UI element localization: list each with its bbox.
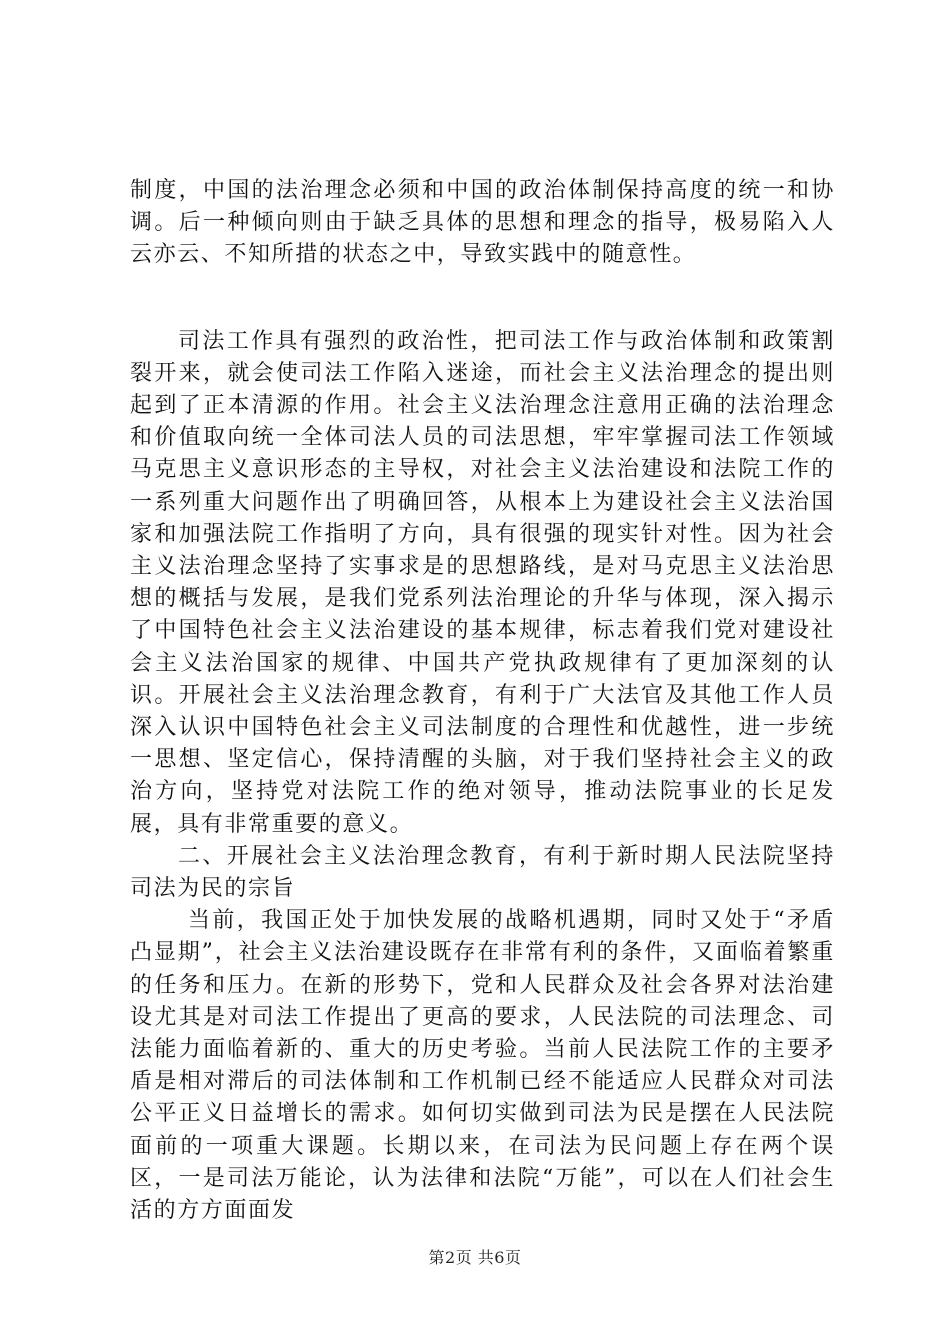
paragraph-continuation: 制度，中国的法治理念必须和中国的政治体制保持高度的统一和协调。后一种倾向则由于缺乏具体的思想和理念的指导，极易陷入人云亦云、不知所措的状态之中，导致实践中的随意性。 xyxy=(130,178,835,268)
document-body xyxy=(130,175,835,1227)
section-heading-two: 二、开展社会主义法治理念教育，有利于新时期人民法院坚持司法为民的宗旨 xyxy=(130,843,835,902)
paragraph-current-situation: 当前，我国正处于加快发展的战略机遇期，同时又处于“矛盾凸显期”，社会主义法治建设既存在非常有利的条件，又面临着繁重的任务和压力。在新的形势下，党和人民群众及社会各界对法治建设尤其是对司法工作提出了更高的要求，人民法院的司法理念、司法能力面临着新的、重大的历史考验。当前人民法院工作的主要矛盾是相对滞后的司法体制和工作机制已经不能适应人民群众对司法公平正义日益增长的需求。如何切实做到司法为民是摆在人民法院面前的一项重大课题。长期以来，在司法为民问题上存在两个误区，一是司法万能论，认为法律和法院“万能”，可以在人们社会生活的方方面面发 xyxy=(130,908,835,1224)
paragraph-political-nature: 司法工作具有强烈的政治性，把司法工作与政治体制和政策割裂开来，就会使司法工作陷入迷途，而社会主义法治理念的提出则起到了正本清源的作用。社会主义法治理念注意用正确的法治理念和价值取向统一全体司法人员的司法思想，牢牢掌握司法工作领域马克思主义意识形态的主导权，对社会主义法治建设和法院工作的一系列重大问题作出了明确回答，从根本上为建设社会主义法治国家和加强法院工作指明了方向，具有很强的现实针对性。因为社会主义法治理念坚持了实事求是的思想路线，是对马克思主义法治思想的概括与发展，是我们党系列法治理论的升华与体现，深入揭示了中国特色社会主义法治建设的基本规律，标志着我们党对建设社会主义法治国家的规律、中国共产党执政规律有了更加深刻的认识。开展社会主义法治理念教育，有利于广大法官及其他工作人员深入认识中国特色社会主义司法制度的合理性和优越性，进一步统一思想、坚定信心，保持清醒的头脑，对于我们坚持社会主义的政治方向，坚持党对法院工作的绝对领导，推动法院事业的长足发展，具有非常重要的意义。 xyxy=(130,328,835,837)
page-number-footer: 第2页 共6页 xyxy=(428,1248,522,1267)
